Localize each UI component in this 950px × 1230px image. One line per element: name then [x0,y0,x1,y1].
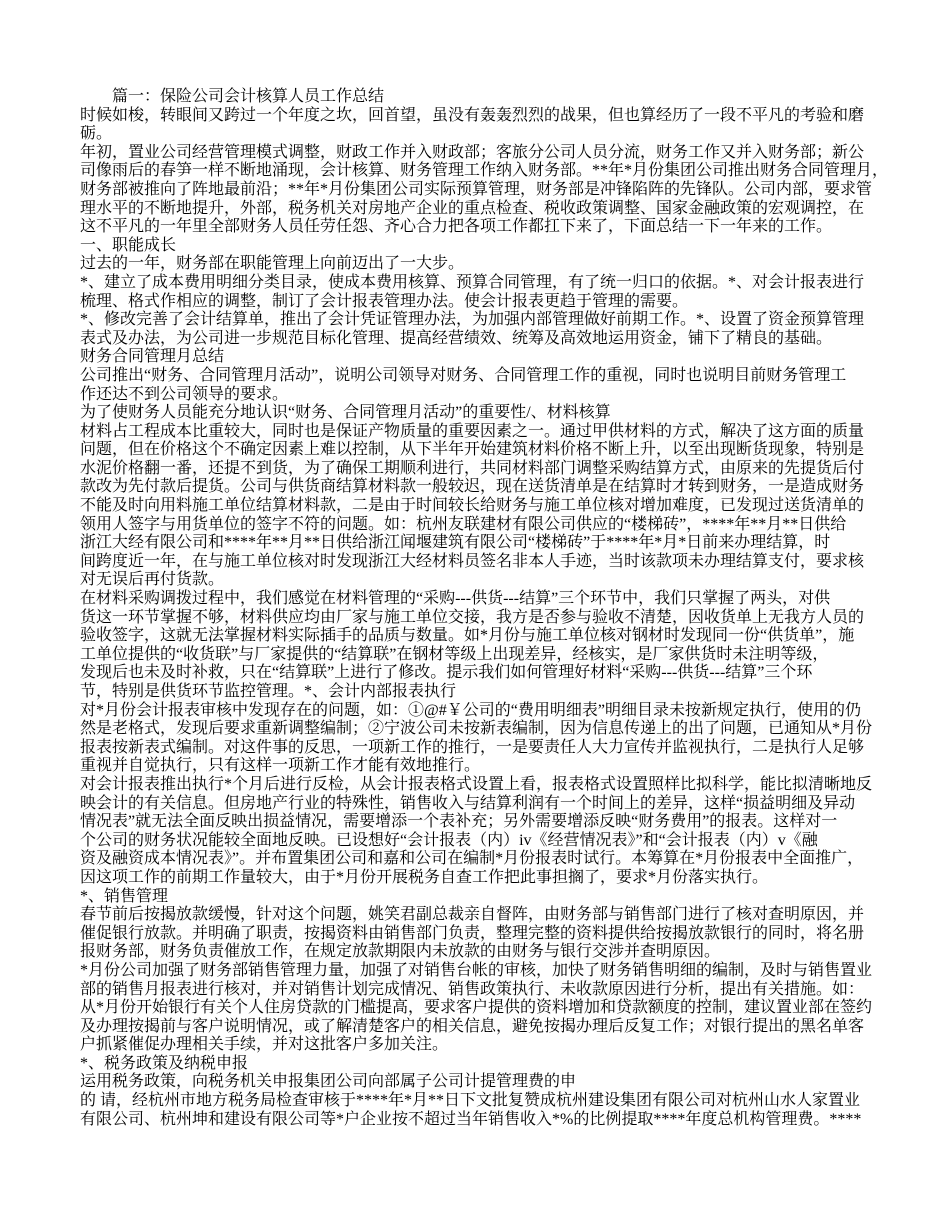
text-line: 的 请，经杭州市地方税务局检查审核于****年*月**日下文批复赞成杭州建设集团有限公司对杭州山水人家置业 [80,1092,861,1110]
text-line: *、修改完善了会计结算单，推出了会计凭证管理办法，为加强内部管理做好前期工作。*、设置了资金预算管理 [80,311,865,329]
text-line: 浙江大经有限公司和****年**月**日供给浙江闻堰建筑有限公司“楼梯砖”于****年*月*日前来办理结算，时 [80,534,831,552]
text-line: 资及融资成本情况表》”。并布置集团公司和嘉和公司在编制*月份报表时试行。本筹算在*月份报表中全面推广， [80,850,864,868]
text-line: 篇一：保险公司会计核算人员工作总结 [80,88,385,105]
text-line: *、销售管理 [80,887,169,905]
text-line: 春节前后按揭放款缓慢，针对这个问题，姚笑君副总裁亲自督阵，由财务部与销售部门进行了核对查明原因，并 [80,906,865,924]
text-line: 司像雨后的春笋一样不断地涌现，会计核算、财务管理工作纳入财务部。**年*月份集团公司推出财务合同管理月， [80,162,889,180]
text-line: *、税务政策及纳税申报 [80,1054,249,1072]
text-line: 一、职能成长 [80,236,177,254]
text-line: 为了使财务人员能充分地认识“财务、合同管理月活动”的重要性/、材料核算 [80,404,611,422]
text-line: 对无误后再付货款。 [80,571,225,589]
text-line: 过去的一年，财务部在职能管理上向前迈出了一大步。 [80,255,465,273]
text-line: 砺。 [80,125,113,143]
text-line: 材料占工程成本比重较大，同时也是保证产物质量的重要因素之一。通过甲供材料的方式，解决了这方面的质量 [80,422,865,440]
text-line: 作还达不到公司领导的要求。 [80,385,289,403]
text-line: 重视并自觉执行，只有这样一项新工作才能有效地推行。 [80,757,481,775]
text-line: 户抓紧催促办理相关手续，并对这批客户多加关注。 [80,1036,449,1054]
text-line: 公司推出“财务、合同管理月活动”，说明公司领导对财务、合同管理工作的重视，同时也说明目前财务管理工 [80,366,847,384]
text-line: 发现后也未及时补救，只在“结算联”上进行了修改。提示我们如何管理好材料“采购---供货---结算”三个环 [80,664,813,682]
text-line: 款改为先付款后提货。公司与供货商结算材料款一般较迟，现在送货清单是在结算时才转到财务，一是造成财务 [80,478,865,496]
text-line: 然是老格式，发现后要求重新调整编制；②宁波公司未按新表编制，因为信息传递上的出了问题，已通知从*月份 [80,720,873,738]
text-line: 节，特别是供货环节监控管理。*、会计内部报表执行 [80,683,457,700]
text-line: 领用人签字与用货单位的签字不符的问题。如：杭州友联建材有限公司供应的“楼梯砖”，****年**月**日供给 [80,515,847,533]
text-line: 间跨度近一年，在与施工单位核对时发现浙江大经材料员签名非本人手迹，当时该款项未办理结算支付，要求核 [80,552,865,570]
text-line: 从*月份开始银行有关个人住房贷款的门槛提高，要求客户提供的资料增加和贷款额度的控制，建议置业部在签约 [80,999,873,1017]
text-line: 财务合同管理月总结 [80,348,225,366]
text-line: 有限公司、杭州坤和建设有限公司等*户企业按不超过当年销售收入*%的比例提取****年度总机构管理费。**** [80,1110,862,1128]
text-line: 部的销售月报表进行核对，并对销售计划完成情况、销售政策执行、未收款原因进行分析，提出有关措施。如： [80,980,865,998]
text-line: 年初，置业公司经营管理模式调整，财政工作并入财政部；客旅分公司人员分流，财务工作又并入财务部；新公 [80,143,865,161]
text-line: 对*月份会计报表审核中发现存在的问题，如：①@#￥公司的“费用明细表”明细目录未按新规定执行，使用的仍 [80,701,861,719]
text-line: 水泥价格翻一番，还提不到货，为了确保工期顺利进行，共同材料部门调整采购结算方式，由原来的先提货后付 [80,459,865,477]
text-line: 梳理、格式作相应的调整，制订了会计报表管理办法。使会计报表更趋于管理的需要。 [80,292,689,310]
text-line: 映会计的有关信息。但房地产行业的特殊性，销售收入与结算利润有一个时间上的差异，这样“损益明细及异动 [80,794,856,812]
text-line: 个公司的财务状况能较全面地反映。已设想好“会计报表（内）iv《经营情况表》”和“会计报表（内）v《融 [80,831,818,849]
text-line: 因这项工作的前期工作量较大，由于*月份开展税务自查工作把此事担搁了，要求*月份落实执行。 [80,868,769,886]
text-line: 问题，但在价格这个不确定因素上难以控制，从下半年开始建筑材料价格不断上升，以至出现断货现象，特别是 [80,441,865,459]
text-line: 在材料采购调拨过程中，我们感觉在材料管理的“采购---供货---结算”三个环节中，我们只掌握了两头，对供 [80,590,831,608]
text-line: 时候如梭，转眼间又跨过一个年度之坎，回首望，虽没有轰轰烈烈的战果，但也算经历了一段不平凡的考验和磨 [80,106,865,124]
text-line: 这不平凡的一年里全部财务人员任劳任怨、齐心合力把各项工作都扛下来了，下面总结一下一年来的工作。 [80,218,833,236]
text-line: 报表按新表式编制。对这件事的反思，一项新工作的推行，一是要责任人大力宣传并监视执行，二是执行人足够 [80,738,865,756]
text-line: *月份公司加强了财务部销售管理力量，加强了对销售台帐的审核，加快了财务销售明细的编制，及时与销售置业 [80,961,873,979]
text-line: 不能及时向用料施工单位结算材料款，二是由于时间较长给财务与施工单位核对增加难度，已发现过送货清单的 [80,497,865,515]
text-line: 情况表”就无法全面反映出损益情况，需要增添一个表补充；另外需要增添反映“财务费用”的报表。这样对一 [80,813,838,831]
text-line: 表式及办法，为公司进一步规范目标化管理、提高经营绩效、统筹及高效地运用资金，铺下了精良的基础。 [80,329,833,347]
text-line: 及办理按揭前与客户说明情况，或了解清楚客户的相关信息，避免按揭办理后反复工作；对银行提出的黑名单客 [80,1017,865,1035]
text-line: 运用税务政策，向税务机关申报集团公司向部属子公司计提管理费的申 [80,1073,577,1091]
text-line: 验收签字，这就无法掌握材料实际插手的品质与数量。如*月份与施工单位核对钢材时发现同一份“供货单”，施 [80,627,855,645]
text-line: 理水平的不断地提升，外部，税务机关对房地产企业的重点检查、税收政策调整、国家金融政策的宏观调控，在 [80,199,865,217]
text-line: 对会计报表推出执行*个月后进行反检，从会计报表格式设置上看，报表格式设置照样比拟科学，能比拟清晰地反 [80,775,873,793]
text-line: 财务部被推向了阵地最前沿；**年*月份集团公司实际预算管理，财务部是冲锋陷阵的先锋队。公司内部，要求管 [80,180,873,198]
text-line: 催促银行放款。并明确了职责，按揭资料由销售部门负责，整理完整的资料提供给按揭放款银行的同时，将名册 [80,924,865,942]
text-line: *、建立了成本费用明细分类目录，使成本费用核算、预算合同管理，有了统一归口的依据。*、对会计报表进行 [80,273,865,291]
text-line: 报财务部，财务负责催放工作，在规定放款期限内未放款的由财务与银行交涉并查明原因。 [80,943,721,961]
text-line: 货这一环节掌握不够，材料供应均由厂家与施工单位交接，我方是否参与验收不清楚，因收货单上无我方人员的 [80,608,865,626]
text-line: 工单位提供的“收货联”与厂家提供的“结算联”在钢材等级上出现差异，经核实，是厂家供货时未注明等级， [80,645,829,663]
